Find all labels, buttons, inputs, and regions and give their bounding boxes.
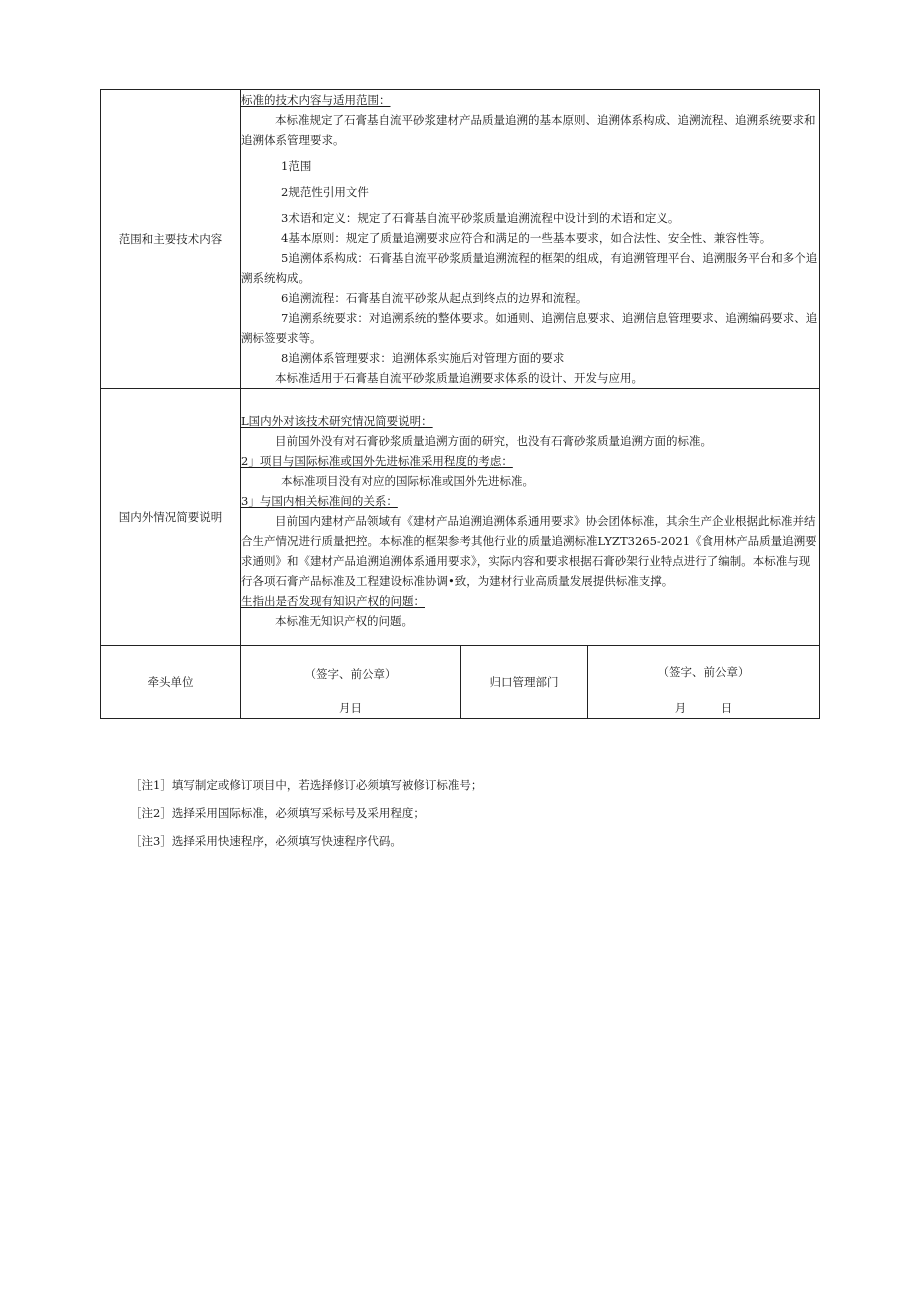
scope-item: 4基本原则：规定了质量追溯要求应符合和满足的一些基本要求，如合法性、安全性、兼容性等。 <box>281 231 772 245</box>
scope-item: 5追溯体系构成：石膏基自流平砂浆质量追溯流程的框架的组成，有追溯管理平台、追溯服务平台和多个追溯系统构成。 <box>241 251 818 285</box>
footnote-1: ［注1］填写制定或修订项目中，若选择修订必须填写被修订标准号； <box>130 778 483 792</box>
scope-label: 范围和主要技术内容 <box>101 90 241 389</box>
scope-content <box>241 90 820 389</box>
scope-item: 8追溯体系管理要求：追溯体系实施后对管理方面的要求 <box>281 351 565 365</box>
scope-item: 6追溯流程：石膏基自流平砂浆从起点到终点的边界和流程。 <box>281 291 588 305</box>
signature-row <box>101 646 820 719</box>
scope-item: 7追溯系统要求：对追溯系统的整体要求。如通则、追溯信息要求、追溯信息管理要求、追溯编码要求、追溯标签要求等。 <box>241 311 818 345</box>
dept-label: 归口管理部门 <box>461 646 588 719</box>
domestic-row <box>101 389 820 646</box>
domestic-heading-1: L国内外对该技术研究情况简要说明： <box>241 414 433 428</box>
footnote-3: ［注3］选择采用快速程序，必须填写快速程序代码。 <box>130 834 402 848</box>
scope-item: 1范围 <box>281 159 312 173</box>
footnote-2: ［注2］选择采用国际标准，必须填写采标号及采用程度； <box>130 806 425 820</box>
scope-item: 2规范性引用文件 <box>281 185 369 199</box>
lead-unit-signature <box>241 646 461 719</box>
footnotes <box>130 771 482 855</box>
lead-date-text: 月日 <box>339 701 362 715</box>
domestic-heading-4: 生指出是否发现有知识产权的问题： <box>241 594 425 608</box>
dept-signature <box>588 646 820 719</box>
scope-heading: 标准的技术内容与适用范围： <box>241 93 391 107</box>
scope-intro: 本标准规定了石膏基自流平砂浆建材产品质量追溯的基本原则、追溯体系构成、追溯流程、追溯系统要求和追溯体系管理要求。 <box>241 113 816 147</box>
scope-applicability: 本标准适用于石膏基自流平砂浆质量追溯要求体系的设计、开发与应用。 <box>275 371 643 385</box>
dept-sign-text: （签字、前公章） <box>657 665 750 679</box>
domestic-heading-2: 2」项目与国际标准或国外先进标准采用程度的考虑： <box>241 454 513 468</box>
domestic-label: 国内外情况简要说明 <box>101 389 241 646</box>
domestic-para-3: 目前国内建材产品领域有《建材产品追溯追溯体系通用要求》协会团体标准，其余生产企业根据此标准并结合生产情况进行质量把控。本标准的框架参考其他行业的质量追溯标准LYZT3265-2021《食用林产品质量追溯要求通则》和《建材产品追溯追溯体系通用要求》，实际内容和要求根据石膏砂架行业特点进行了编制。本标准与现行各项石膏产品标准及工程建设标准协调•致，为建材行业高质量发展提供标准支撑。 <box>241 514 817 588</box>
proposal-form-table <box>100 89 820 719</box>
domestic-para-2: 本标准项目没有对应的国际标准或国外先进标准。 <box>281 474 534 488</box>
domestic-heading-3: 3」与国内相关标准间的关系： <box>241 494 398 508</box>
domestic-para-4: 本标准无知识产权的问题。 <box>275 614 413 628</box>
scope-row <box>101 90 820 389</box>
lead-unit-label: 牵头单位 <box>101 646 241 719</box>
scope-item: 3术语和定义：规定了石膏基自流平砂浆质量追溯流程中设计到的术语和定义。 <box>281 211 680 225</box>
lead-sign-text: （签字、前公章） <box>304 667 397 681</box>
domestic-para-1: 目前国外没有对石膏砂浆质量追溯方面的研究，也没有石膏砂浆质量追溯方面的标准。 <box>275 434 712 448</box>
domestic-content <box>241 389 820 646</box>
dept-date-text: 月 日 <box>674 701 733 715</box>
